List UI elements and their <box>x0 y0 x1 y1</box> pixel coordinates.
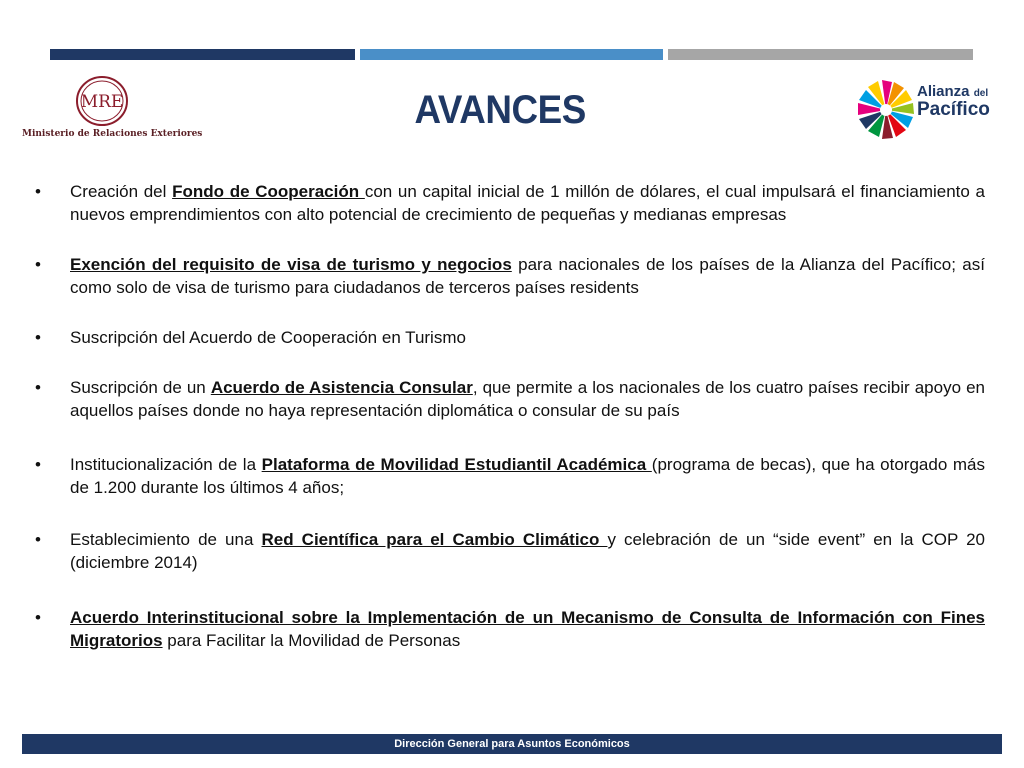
ap-line2: Pacífico <box>917 99 990 120</box>
item-text-0 <box>70 182 985 224</box>
item-highlight: Red Científica para el Cambio Climático <box>261 530 608 549</box>
alianza-pacifico-wordmark <box>917 84 990 119</box>
item-segment: Institucionalización de la <box>70 455 262 474</box>
item-text-1 <box>70 255 985 297</box>
header-bar-blue <box>360 49 663 60</box>
footer-text: Dirección General para Asuntos Económicos <box>394 738 630 750</box>
bullet-icon: • <box>35 530 41 549</box>
alianza-pacifico-pinwheel-icon <box>855 76 917 142</box>
item-highlight: Acuerdo de Asistencia Consular <box>210 378 473 397</box>
mre-caption: Ministerio de Relaciones Exteriores <box>22 129 203 139</box>
bullet-icon: • <box>35 328 41 347</box>
item-text-5 <box>70 530 985 572</box>
item-segment: con un capital inicial de 1 millón de dólares, el cual impulsará el financiamiento a nuevos emprendimientos con alto potencial de crecimiento de pequeñas y medianas empresas <box>70 182 985 224</box>
ap-line1-main: Alianza <box>917 83 970 100</box>
bullet-icon: • <box>35 378 41 397</box>
list-item <box>35 528 985 574</box>
bullet-icon: • <box>35 255 41 274</box>
header-bar-gray <box>668 49 973 60</box>
item-segment: (programa de becas), que ha otorgado más de 1.200 durante los últimos 4 años; <box>70 455 985 497</box>
list-item <box>35 180 985 226</box>
item-segment: y celebración de un “side event” en la COP 20 (diciembre 2014) <box>70 530 986 572</box>
item-text-6 <box>70 608 985 650</box>
item-segment: para Facilitar la Movilidad de Personas <box>162 631 461 650</box>
bullet-icon: • <box>35 608 41 627</box>
bullet-list <box>35 180 985 652</box>
list-item <box>35 253 985 299</box>
item-highlight: Fondo de Cooperación <box>172 182 365 201</box>
ap-line1-small: del <box>973 88 989 99</box>
item-segment: Creación del <box>70 182 173 201</box>
alianza-pacifico-logo <box>855 76 1000 146</box>
footer-bar <box>22 734 1002 754</box>
item-highlight: Acuerdo Interinstitucional sobre la Implementación de un Mecanismo de Consulta de Información con Fines Migratorios <box>70 608 985 650</box>
list-item <box>35 376 985 422</box>
bullet-icon: • <box>35 455 41 474</box>
item-text-2 <box>70 328 466 347</box>
item-text-4 <box>70 455 985 497</box>
item-segment: Suscripción del Acuerdo de Cooperación en Turismo <box>70 328 466 347</box>
header-bar-navy <box>50 49 355 60</box>
item-segment: Suscripción de un <box>70 378 211 397</box>
item-segment: para nacionales de los países de la Alianza del Pacífico; así como solo de visa de turismo para ciudadanos de terceros países residents <box>70 255 985 297</box>
item-highlight: Exención del requisito de visa de turismo y negocios <box>70 255 512 274</box>
page-title: AVANCES <box>414 88 586 132</box>
item-highlight: Plataforma de Movilidad Estudiantil Académica <box>261 455 652 474</box>
list-item <box>35 326 985 349</box>
item-segment: Establecimiento de una <box>70 530 262 549</box>
mre-monogram: MRE <box>80 92 124 112</box>
list-item <box>35 606 985 652</box>
item-segment: , que permite a los nacionales de los cuatro países recibir apoyo en aquellos países donde no haya representación diplomática o consular de su país <box>70 378 985 420</box>
list-item <box>35 453 985 499</box>
bullet-icon: • <box>35 182 41 201</box>
item-text-3 <box>70 378 985 420</box>
